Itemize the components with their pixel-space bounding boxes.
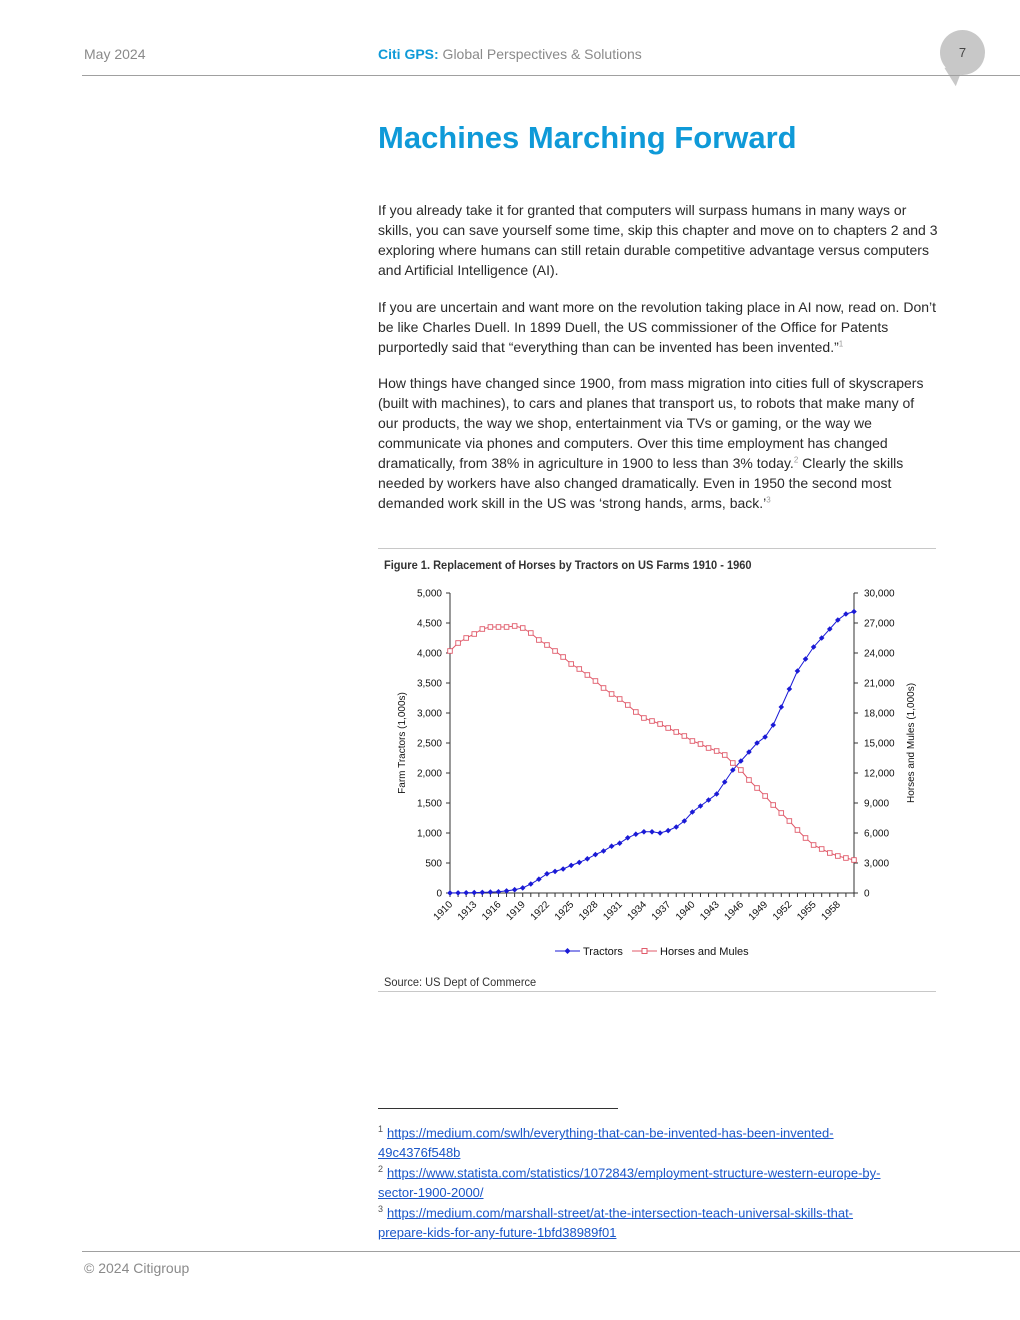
footnote-1 <box>378 1119 938 1163</box>
footnote-ref-1[interactable]: 1 <box>838 339 844 349</box>
figure-source: Source: US Dept of Commerce <box>384 975 537 989</box>
horses-mules-point <box>569 662 574 667</box>
series-line-tractors <box>450 612 854 893</box>
tractors-point <box>778 704 784 710</box>
x-tick-label: 1928 <box>577 899 601 923</box>
x-tick-label: 1946 <box>722 899 747 923</box>
horses-mules-point <box>472 632 477 637</box>
figure-title: Figure 1. Replacement of Horses by Tractors on US Farms 1910 - 1960 <box>384 558 752 572</box>
horses-mules-point <box>609 692 614 697</box>
right-tick-label: 18,000 <box>864 708 895 720</box>
paragraph-2-text: If you are uncertain and want more on the revolution taking place in AI now, read on. Don’t be like Charles Duell. In 1899 Duell, the US commissioner of the Office for Patents purportedly said that “everything than can be invented has been invented.” <box>378 299 937 355</box>
tractors-point <box>770 722 776 728</box>
horses-mules-point <box>553 649 558 654</box>
footnote-ref-2[interactable]: 2 <box>793 455 799 465</box>
horses-mules-point <box>658 722 663 727</box>
tractors-point <box>471 890 477 896</box>
tractors-point <box>496 889 502 895</box>
right-tick-label: 15,000 <box>864 738 895 750</box>
tractors-point <box>625 835 631 841</box>
tractors-point <box>601 848 607 854</box>
horses-mules-point <box>545 643 550 648</box>
tractors-point <box>560 866 566 872</box>
tractors-point <box>585 856 591 862</box>
x-tick-label: 1925 <box>552 899 577 923</box>
horses-mules-point <box>480 627 485 632</box>
horses-mules-point <box>690 739 695 744</box>
paragraph-3 <box>378 373 938 513</box>
tractors-point <box>528 881 534 887</box>
horses-mules-point <box>674 730 679 735</box>
tractors-point <box>593 852 599 858</box>
horses-mules-point <box>682 734 687 739</box>
horses-mules-point <box>779 811 784 816</box>
horses-mules-point <box>827 851 832 856</box>
horses-mules-point <box>844 856 849 861</box>
right-tick-label: 12,000 <box>864 768 895 780</box>
right-tick-label: 6,000 <box>864 828 890 840</box>
left-tick-label: 5,000 <box>416 588 442 600</box>
horses-mules-point <box>650 719 655 724</box>
brand-tagline: Global Perspectives & Solutions <box>438 46 642 62</box>
x-tick-label: 1958 <box>819 899 843 923</box>
x-tick-label: 1943 <box>698 899 722 923</box>
tractors-point <box>576 860 582 866</box>
horses-mules-point <box>488 625 493 630</box>
tractors-point <box>617 840 623 846</box>
horses-mules-point <box>496 625 501 630</box>
header-divider <box>82 75 1020 76</box>
header-date: May 2024 <box>84 46 146 62</box>
horses-mules-point <box>601 686 606 691</box>
x-tick-label: 1949 <box>746 899 771 923</box>
x-tick-label: 1916 <box>480 899 504 923</box>
tractors-point <box>722 779 728 785</box>
x-tick-label: 1952 <box>770 899 795 923</box>
footnote-rule <box>378 1108 618 1109</box>
paragraph-1: If you already take it for granted that computers will surpass humans in many ways or skills, you can save yourself some time, skip this chapter and move on to chapters 2 and 3 exploring where humans can still retain durable competitive advantage versus computers and Artificial Intelligence (AI). <box>378 202 938 278</box>
horses-mules-point <box>512 624 517 629</box>
horses-mules-point <box>836 854 841 859</box>
brand-name: Citi GPS: <box>378 46 439 62</box>
horses-mules-point <box>529 631 534 636</box>
horses-mules-point <box>456 641 461 646</box>
tractors-point <box>641 829 647 835</box>
footnote-1-number: 1 <box>378 1124 384 1134</box>
tractors-point <box>480 890 486 896</box>
horses-mules-point <box>714 749 719 754</box>
tractors-point <box>455 890 461 896</box>
left-tick-label: 3,500 <box>416 678 442 690</box>
paragraph-2 <box>378 297 938 357</box>
tractors-point <box>851 609 857 615</box>
right-axis-title: Horses and Mules (1,000s) <box>906 682 917 804</box>
tractors-horses-chart <box>380 578 930 968</box>
tractors-point <box>649 829 655 835</box>
left-tick-label: 2,500 <box>416 738 442 750</box>
tractors-point <box>536 876 542 882</box>
horses-mules-point <box>763 794 768 799</box>
tractors-point <box>795 668 801 674</box>
x-tick-label: 1919 <box>504 899 528 923</box>
horses-mules-point <box>698 742 703 747</box>
left-tick-label: 4,000 <box>416 648 442 660</box>
x-tick-label: 1910 <box>431 899 456 923</box>
tractors-point <box>803 656 809 662</box>
horses-mules-point <box>811 843 816 848</box>
tractors-point <box>447 890 453 896</box>
horses-mules-point <box>561 655 566 660</box>
figure-top-rule <box>378 548 936 549</box>
footnote-3-number: 3 <box>378 1204 384 1214</box>
tractors-point <box>488 889 494 895</box>
footnote-3-link[interactable]: https://medium.com/marshall-street/at-the-intersection-teach-universal-skills-that- <box>387 1205 854 1221</box>
footnote-2-number: 2 <box>378 1164 384 1174</box>
left-tick-label: 500 <box>425 858 442 870</box>
horses-mules-point <box>819 847 824 852</box>
horses-mules-point <box>803 836 808 841</box>
horses-mules-point <box>577 667 582 672</box>
x-tick-label: 1931 <box>601 899 625 923</box>
horses-mules-point <box>585 673 590 678</box>
horses-mules-point <box>464 636 469 641</box>
x-tick-label: 1934 <box>625 899 650 923</box>
horses-mules-point <box>706 746 711 751</box>
tractors-point <box>787 686 793 692</box>
horses-mules-point <box>787 819 792 824</box>
horses-mules-point <box>739 768 744 773</box>
x-tick-label: 1937 <box>649 899 674 923</box>
right-tick-label: 0 <box>864 888 870 900</box>
header-brand <box>378 46 642 62</box>
horses-mules-point <box>642 716 647 721</box>
tractors-point <box>512 887 518 893</box>
tractors-point <box>552 869 558 875</box>
right-tick-label: 27,000 <box>864 618 895 630</box>
left-tick-label: 1,500 <box>416 798 442 810</box>
legend-horses-label: Horses and Mules <box>660 946 749 958</box>
page-number-badge: 7 <box>940 30 985 75</box>
footnote-3 <box>378 1199 938 1243</box>
horses-mules-point <box>747 778 752 783</box>
horses-mules-point <box>852 858 857 863</box>
paragraph-3-text-b: Clearly the skills needed by workers have also changed dramatically. Even in 1950 the second most demanded work skill in the US was ‘strong hands, arms, back.’ <box>378 455 904 511</box>
legend-tractors-label: Tractors <box>583 946 623 958</box>
horses-mules-point <box>537 638 542 643</box>
horses-mules-point <box>504 625 509 630</box>
footnote-1-link[interactable]: https://medium.com/swlh/everything-that-can-be-invented-has-been-invented- <box>387 1125 834 1141</box>
right-tick-label: 21,000 <box>864 678 895 690</box>
legend-horses-marker <box>642 949 647 954</box>
right-tick-label: 3,000 <box>864 858 890 870</box>
horses-mules-point <box>520 626 525 631</box>
footnote-2 <box>378 1159 938 1203</box>
footnote-ref-3[interactable]: 3 <box>766 495 771 505</box>
horses-mules-point <box>634 710 639 715</box>
x-tick-label: 1913 <box>455 899 480 923</box>
left-tick-label: 3,000 <box>416 708 442 720</box>
left-axis-title: Farm Tractors (1,000s) <box>397 692 408 794</box>
horses-mules-point <box>625 703 630 708</box>
horses-mules-point <box>593 679 598 684</box>
right-tick-label: 30,000 <box>864 588 895 600</box>
footnote-3-link-cont[interactable]: prepare-kids-for-any-future-1bfd38989f01 <box>378 1225 617 1241</box>
right-tick-label: 9,000 <box>864 798 890 810</box>
tractors-point <box>665 828 671 834</box>
left-tick-label: 1,000 <box>416 828 442 840</box>
series-line-horses-mules <box>450 626 854 860</box>
tractors-point <box>633 831 639 837</box>
left-tick-label: 0 <box>436 888 442 900</box>
horses-mules-point <box>771 803 776 808</box>
tractors-point <box>657 830 663 836</box>
tractors-point <box>544 871 550 877</box>
x-tick-label: 1955 <box>795 899 819 923</box>
footnote-2-link[interactable]: https://www.statista.com/statistics/1072843/employment-structure-western-europe-by- <box>387 1165 881 1181</box>
footer-divider <box>82 1251 1020 1252</box>
left-tick-label: 4,500 <box>416 618 442 630</box>
horses-mules-point <box>722 753 727 758</box>
horses-mules-point <box>795 828 800 833</box>
tractors-point <box>463 890 469 896</box>
left-tick-label: 2,000 <box>416 768 442 780</box>
tractors-point <box>568 863 574 869</box>
footnote-1-link-cont[interactable]: 49c4376f548b <box>378 1145 461 1161</box>
tractors-point <box>520 885 526 891</box>
figure-bottom-rule <box>378 991 936 992</box>
horses-mules-point <box>666 726 671 731</box>
footer-copyright: © 2024 Citigroup <box>84 1260 190 1276</box>
legend-tractors-marker <box>565 948 571 954</box>
x-tick-label: 1922 <box>528 899 553 923</box>
horses-mules-point <box>731 761 736 766</box>
paragraph-3-text-a: How things have changed since 1900, from mass migration into cities full of skyscrapers (built with machines), to cars and planes that transport us, to robots that make many of our products, the way we shop, entertainment via TVs or gaming, or the way we communicate via phones and computers. Over this time employment has changed dramatically, from 38% in agriculture in 1900 to less than 3% today. <box>378 375 924 471</box>
right-tick-label: 24,000 <box>864 648 895 660</box>
horses-mules-point <box>617 697 622 702</box>
tractors-point <box>609 843 615 849</box>
horses-mules-point <box>448 649 453 654</box>
page-title: Machines Marching Forward <box>378 120 797 155</box>
horses-mules-point <box>755 786 760 791</box>
x-tick-label: 1940 <box>674 899 698 923</box>
footnote-2-link-cont[interactable]: sector-1900-2000/ <box>378 1185 484 1201</box>
